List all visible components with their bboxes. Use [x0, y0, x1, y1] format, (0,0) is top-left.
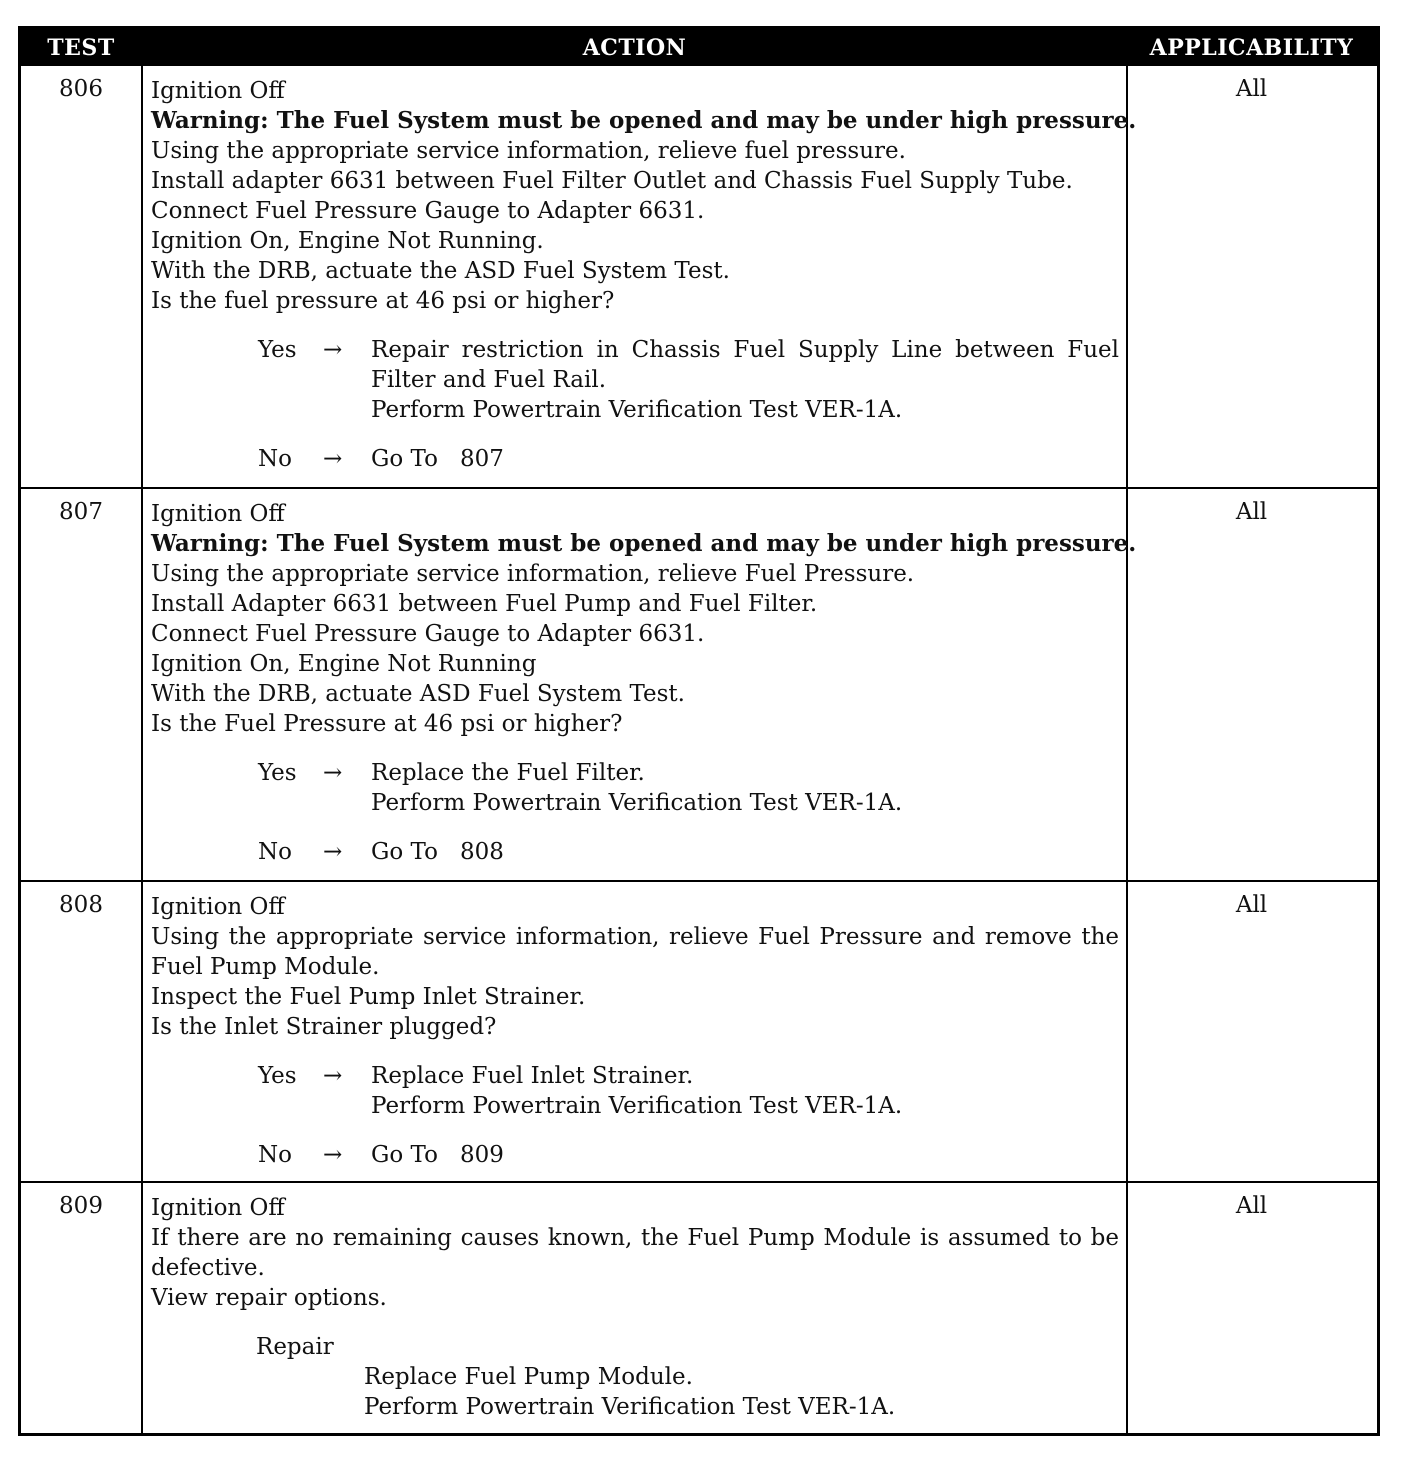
- arrow-right-icon: →: [323, 1142, 343, 1168]
- header-test: TEST: [47, 35, 115, 61]
- arrow-right-icon: →: [323, 839, 343, 865]
- question-line: Is the Fuel Pressure at 46 psi or higher?: [151, 711, 623, 737]
- question-line: Is the fuel pressure at 46 psi or higher?: [151, 288, 615, 314]
- action-line: Using the appropriate service information, relieve fuel pressure.: [151, 138, 906, 164]
- goto-label: Go To: [371, 1142, 438, 1168]
- applicability-value: All: [1235, 76, 1268, 102]
- table-row: [21, 1183, 1377, 1433]
- no-label: No: [258, 446, 292, 472]
- header-action: ACTION: [582, 35, 687, 61]
- table-row: [21, 489, 1377, 882]
- warning-line: Warning: The Fuel System must be opened and may be under high pressure.: [151, 530, 1137, 557]
- table-row: [21, 66, 1377, 489]
- action-line: Ignition Off: [151, 501, 285, 527]
- arrow-right-icon: →: [323, 446, 343, 472]
- repair-action: Perform Powertrain Verification Test VER-1A.: [364, 1394, 896, 1420]
- warning-line: Warning: The Fuel System must be opened and may be under high pressure.: [151, 107, 1137, 134]
- applicability-value: All: [1235, 1193, 1268, 1219]
- yes-action: Repair restriction in Chassis Fuel Supply Line between Fuel Filter and Fuel Rail.: [371, 337, 1119, 393]
- test-number: 806: [59, 76, 103, 102]
- action-line: Install adapter 6631 between Fuel Filter Outlet and Chassis Fuel Supply Tube.: [151, 168, 1073, 194]
- action-line: Ignition Off: [151, 894, 285, 920]
- yes-action: Perform Powertrain Verification Test VER-1A.: [371, 1093, 903, 1119]
- action-cell: [151, 892, 1119, 1170]
- goto-link[interactable]: 808: [459, 839, 504, 865]
- action-line: Ignition Off: [151, 78, 285, 104]
- yes-branch: [151, 335, 1119, 425]
- yes-branch: [151, 758, 1119, 818]
- action-line: With the DRB, actuate the ASD Fuel System Test.: [151, 258, 730, 284]
- action-cell: [151, 1193, 1119, 1422]
- yes-action: Perform Powertrain Verification Test VER-1A.: [371, 790, 903, 816]
- repair-options: [151, 1332, 1119, 1422]
- action-line: Ignition On, Engine Not Running.: [151, 228, 544, 254]
- goto-link[interactable]: 809: [459, 1142, 504, 1168]
- repair-label: Repair: [256, 1334, 334, 1360]
- diagnostic-table: [18, 26, 1380, 1436]
- applicability-value: All: [1235, 892, 1268, 918]
- applicability-value: All: [1235, 499, 1268, 525]
- yes-action: Replace Fuel Inlet Strainer.: [371, 1063, 694, 1089]
- action-cell: [151, 76, 1137, 474]
- goto-label: Go To: [371, 839, 438, 865]
- header-applicability: APPLICABILITY: [1149, 35, 1354, 61]
- question-line: Is the Inlet Strainer plugged?: [151, 1014, 497, 1040]
- goto-label: Go To: [371, 446, 438, 472]
- action-line: Using the appropriate service information, relieve Fuel Pressure and remove the Fuel Pump Module.: [151, 924, 1119, 980]
- action-line: Inspect the Fuel Pump Inlet Strainer.: [151, 984, 586, 1010]
- action-line: Connect Fuel Pressure Gauge to Adapter 6631.: [151, 621, 705, 647]
- arrow-right-icon: →: [323, 760, 343, 786]
- yes-label: Yes: [258, 1063, 297, 1089]
- yes-branch: [151, 1061, 1119, 1121]
- no-label: No: [258, 1142, 292, 1168]
- action-line: Using the appropriate service information, relieve Fuel Pressure.: [151, 561, 915, 587]
- action-line: If there are no remaining causes known, the Fuel Pump Module is assumed to be defective.: [151, 1225, 1119, 1281]
- action-cell: [151, 499, 1137, 867]
- action-line: Connect Fuel Pressure Gauge to Adapter 6631.: [151, 198, 705, 224]
- table-row: [21, 882, 1377, 1183]
- no-label: No: [258, 839, 292, 865]
- arrow-right-icon: →: [323, 1063, 343, 1089]
- yes-label: Yes: [258, 337, 297, 363]
- yes-action: Replace the Fuel Filter.: [371, 760, 645, 786]
- action-line: Ignition Off: [151, 1195, 285, 1221]
- goto-link[interactable]: 807: [459, 446, 504, 472]
- test-number: 807: [59, 499, 103, 525]
- test-number: 809: [59, 1193, 103, 1219]
- no-branch: [151, 1140, 1119, 1170]
- no-branch: [151, 444, 1119, 474]
- action-line: Ignition On, Engine Not Running: [151, 651, 537, 677]
- test-number: 808: [59, 892, 103, 918]
- no-branch: [151, 837, 1119, 867]
- action-line: With the DRB, actuate ASD Fuel System Test.: [151, 681, 685, 707]
- arrow-right-icon: →: [323, 337, 343, 363]
- repair-action: Replace Fuel Pump Module.: [364, 1364, 693, 1390]
- action-line: View repair options.: [151, 1285, 387, 1311]
- yes-label: Yes: [258, 760, 297, 786]
- table-header: [21, 29, 1377, 66]
- action-line: Install Adapter 6631 between Fuel Pump and Fuel Filter.: [151, 591, 818, 617]
- yes-action: Perform Powertrain Verification Test VER-1A.: [371, 397, 903, 423]
